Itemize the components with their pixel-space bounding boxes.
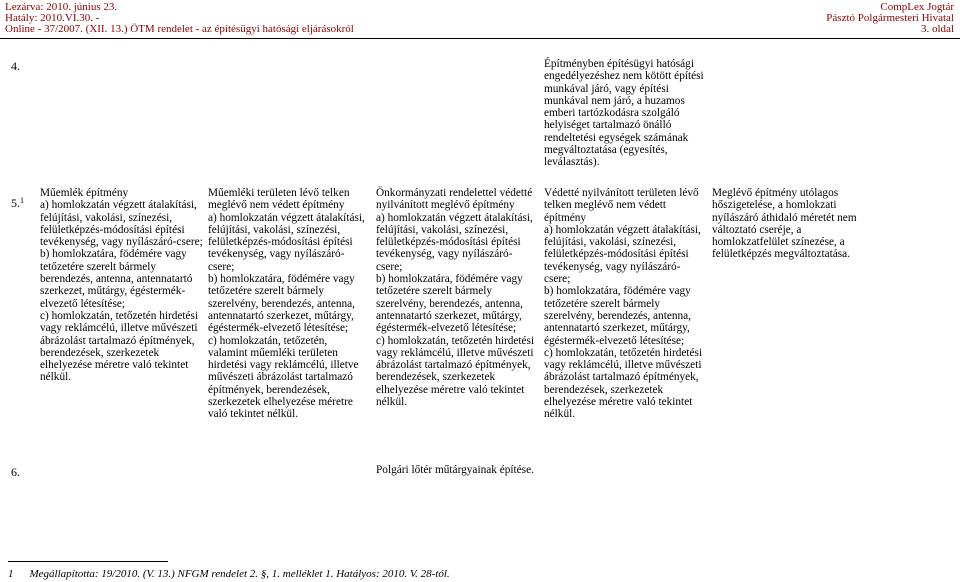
row-6-number: 6. [11, 465, 20, 479]
row-6-col-3: Polgári lőtér műtárgyainak építése. [376, 464, 534, 476]
row-4-number: 4. [11, 59, 20, 73]
header-right [826, 2, 954, 35]
header-page-number: 3. oldal [921, 23, 954, 35]
footnote-number: 1 [8, 568, 14, 580]
row-5-col-5: Meglévő építmény utólagos hőszigetelése, a homlokzati nyílászáró áthidaló méretét nem változtató cseréje, a homlokzatfelület színezése, a felületképzés megváltoztatása. [712, 187, 857, 261]
row-5-col-3: Önkormányzati rendelettel védetté nyilvánított meglévő építmény a) homlokzatán végzett átalakítási, felújítási, vakolási, színezési, felületképzés-módosítási építési tevékenység, vagy nyílászáró-csere; b) homlokzatára, födémére vagy tetőzetére szerelt bármely szerelvény, berendezés, antenna, antennatartó szerkezet, műtárgy, égéstermék-elvezető létesítése; c) homlokzatán, tetőzetén hirdetési vagy reklámcélú, illetve művészeti ábrázolást tartalmazó építmények, berendezések, szerkezetek elhelyezése méretre való tekintet nélkül. [376, 187, 535, 409]
footnote-text: Megállapította: 19/2010. (V. 13.) NFGM rendelet 2. §, 1. melléklet 1. Hatályos: 2010. V. 28-tól. [29, 568, 450, 580]
row-5-col-4: Védetté nyilvánított területen lévő telken meglévő nem védett építmény a) homlokzatán végzett átalakítási, felújítási, vakolási, színezési, felületképzés-módosítási építési tevékenység, vagy nyílászáró-csere; b) homlokzatára, födémére vagy tetőzetére szerelt bármely szerelvény, berendezés, antenna, antennatartó szerkezet, műtárgy, égéstermék-elvezető létesítése; c) homlokzatán, tetőzetén hirdetési vagy reklámcélú, illetve művészeti ábrázolást tartalmazó építmények, berendezések, szerkezetek elhelyezése méretre való tekintet nélkül. [544, 187, 703, 421]
header-left [5, 2, 354, 35]
row-5-col-2: Műemléki területen lévő telken meglévő nem védett építmény a) homlokzatán végzett átalakítási, felújítási, vakolási, színezési, felületképzés-módosítási építési tevékenység, vagy nyílászáró-csere; b) homlokzatára, födémére vagy tetőzetére szerelt bármely szerelvény, berendezés, antenna, antennatartó szerkezet, műtárgy, égéstermék-elvezető létesítése; c) homlokzatán, tetőzetén, valamint műemléki területen hirdetési vagy reklámcélú, illetve művészeti ábrázolást tartalmazó építmények, berendezések, szerkezetek elhelyezése méretre való tekintet nélkül. [208, 187, 365, 421]
header-organization: Pásztó Polgármesteri Hivatal [826, 12, 954, 24]
footnote-ref[interactable]: 1 [20, 196, 24, 205]
row-5-col-1: Műemlék építmény a) homlokzatán végzett átalakítási, felújítási, vakolási, színezési, felületképzés-módosítási építési tevékenység, vagy nyílászáró-csere; b) homlokzatára, födémére vagy tetőzetére szerelt bármely berendezés, antenna, antennatartó szerkezet, műtárgy, égéstermék-elvezető létesítése; c) homlokzatán, tetőzetén hirdetési vagy reklámcélú, illetve művészeti ábrázolást tartalmazó építmények, berendezések, szerkezetek elhelyezése méretre való tekintet nélkül. [40, 187, 203, 384]
header-hataly: Hatály: 2010.VI.30. - [5, 12, 100, 24]
row-4-col-4: Építményben építésügyi hatósági engedélyezéshez nem kötött építési munkával járó, vagy építési munkával nem járó, a huzamos emberi tartózkodásra szolgáló helyiséget tartalmazó önálló rendeltetési egységek számának megváltoztatása (egyesítés, leválasztás). [544, 58, 704, 169]
row-5-number [11, 197, 24, 209]
footnote [8, 568, 450, 580]
header-divider [0, 38, 960, 39]
row-5-number-text: 5. [11, 196, 20, 210]
header-document-title: Online - 37/2007. (XII. 13.) ÖTM rendelet - az építésügyi hatósági eljárásokról [5, 23, 354, 35]
footnote-divider [8, 561, 168, 562]
header-app-name: CompLex Jogtár [880, 1, 954, 13]
header-lezarva: Lezárva: 2010. június 23. [5, 1, 118, 13]
